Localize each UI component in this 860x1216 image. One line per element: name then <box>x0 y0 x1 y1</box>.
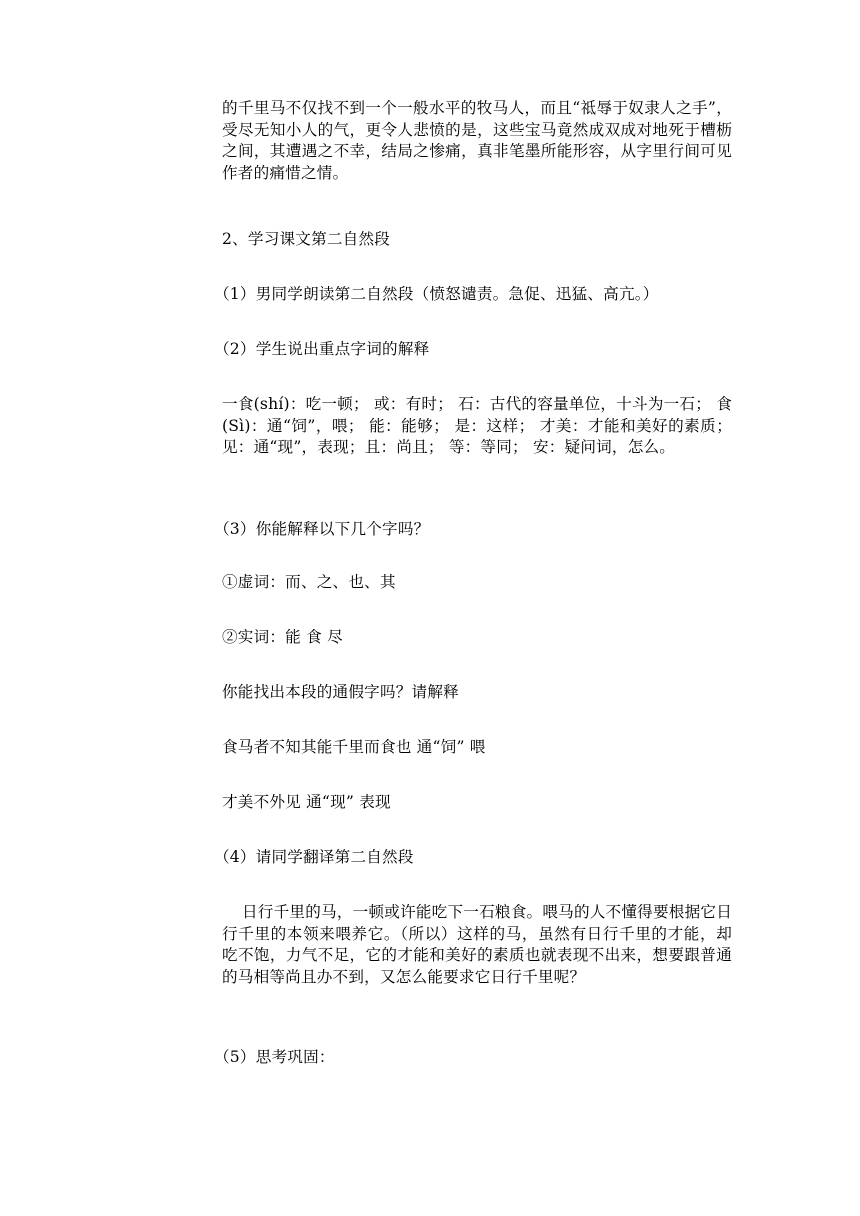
paragraph-intro: 的千里马不仅找不到一个一般水平的牧马人，而且“祗辱于奴隶人之手”，受尽无知小人的气，更令人悲愤的是，这些宝马竟然成双成对地死于槽枥之间，其遭遇之不幸，结局之惨痛，真非笔墨所能形容，从字里行间可见作者的痛惜之情。 <box>222 99 732 182</box>
content-words: ②实词：能 食 尽 <box>222 628 343 646</box>
step-1: （1）男同学朗读第二自然段（愤怒谴责。急促、迅猛、高亢。） <box>214 285 659 303</box>
step-3: （3）你能解释以下几个字吗？ <box>214 520 430 538</box>
translation-paragraph: 日行千里的马，一顿或许能吃下一石粮食。喂马的人不懂得要根据它日行千里的本领来喂养它。（所以）这样的马，虽然有日行千里的才能，却吃不饱，力气不足，它的才能和美好的素质也就表现不出来，想要跟普通的马相等尚且办不到，又怎么能要求它日行千里呢？ <box>222 903 732 986</box>
function-words: ①虚词：而、之、也、其 <box>222 573 396 591</box>
step-2: （2）学生说出重点字词的解释 <box>214 340 430 358</box>
loanword-question: 你能找出本段的通假字吗？请解释 <box>222 683 459 701</box>
loanword-example-1: 食马者不知其能千里而食也 通“饲” 喂 <box>222 738 486 756</box>
vocabulary-notes: 一食(shí)：吃一顿； 或：有时； 石：古代的容量单位，十斗为一石； 食(Sì)：通“饲”，喂； 能：能够； 是：这样； 才美：才能和美好的素质； 见：通“现”，表现；且：尚且； 等：等同； 安：疑问词，怎么。 <box>222 395 732 456</box>
section-heading-2: 2、学习课文第二自然段 <box>222 230 391 248</box>
step-5: （5）思考巩固： <box>214 1048 335 1066</box>
step-4: （4）请同学翻译第二自然段 <box>214 848 414 866</box>
loanword-example-2: 才美不外见 通“现” 表现 <box>222 793 391 811</box>
